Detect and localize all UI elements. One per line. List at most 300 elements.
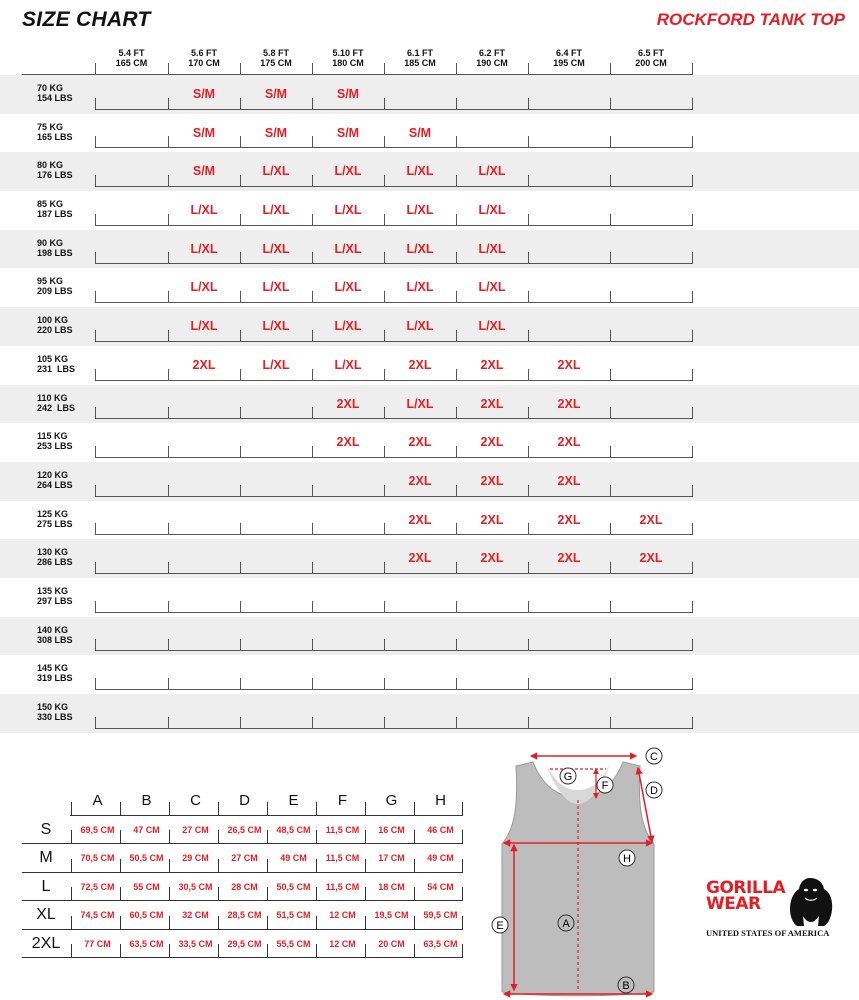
- measurement-tick: [71, 802, 72, 816]
- measurement-tick: [365, 830, 366, 844]
- label-c: [646, 748, 662, 764]
- measurement-tick: [169, 887, 170, 901]
- measurement-value: 59,5 CM: [423, 910, 458, 921]
- weight-label: [37, 315, 73, 335]
- measurement-value: 12 CM: [329, 938, 356, 949]
- size-cell: 2XL: [192, 357, 216, 372]
- measurement-value: 28,5 CM: [227, 910, 262, 921]
- measurement-tick: [316, 916, 317, 930]
- measurement-value: 55,5 CM: [276, 938, 311, 949]
- measurement-tick: [267, 944, 268, 958]
- measurement-tick: [316, 830, 317, 844]
- size-cell: L/XL: [406, 319, 434, 334]
- measurement-tick: [120, 830, 121, 844]
- row-tick: [692, 291, 693, 303]
- weight-row: [0, 462, 859, 501]
- measurement-value: 72,5 CM: [80, 881, 115, 892]
- row-tick: [692, 98, 693, 110]
- measurement-value: 26,5 CM: [227, 825, 262, 835]
- measurement-value: 27 CM: [231, 853, 258, 864]
- measurement-tick: [71, 944, 72, 958]
- row-line: [95, 109, 692, 110]
- weight-lbs: 286 LBS: [37, 557, 73, 568]
- size-cell: 2XL: [336, 396, 360, 411]
- size-cell: L/XL: [478, 241, 506, 256]
- weight-lbs: 220 LBS: [37, 325, 73, 336]
- size-cell: L/XL: [334, 319, 362, 334]
- measurement-value: 20 CM: [378, 938, 405, 949]
- measurement-value: 16 CM: [378, 825, 405, 835]
- size-cell: L/XL: [190, 319, 218, 334]
- svg-text:H: H: [623, 853, 631, 865]
- label-b: [618, 977, 634, 993]
- weight-kg: 75 KG: [37, 121, 64, 132]
- size-cell: 2XL: [557, 435, 581, 450]
- size-cell: S/M: [336, 87, 360, 101]
- measurement-value: 28 CM: [231, 881, 258, 892]
- measurement-tick: [316, 887, 317, 901]
- weight-row: [0, 268, 859, 307]
- row-tick: [692, 369, 693, 381]
- weight-lbs: 308 LBS: [37, 634, 73, 645]
- height-ft: 6.4 FT: [555, 48, 582, 58]
- row-tick: [692, 446, 693, 458]
- weight-kg: 85 KG: [37, 199, 64, 210]
- size-cell: 2XL: [557, 473, 581, 488]
- size-cell: L/XL: [334, 164, 362, 179]
- measurement-value: 29,5 CM: [227, 938, 262, 949]
- measurement-tick: [462, 916, 463, 930]
- size-cell: L/XL: [478, 203, 506, 218]
- weight-kg: 110 KG: [37, 392, 68, 403]
- weight-kg: 105 KG: [37, 353, 69, 364]
- size-cell: L/XL: [262, 357, 290, 372]
- svg-text:D: D: [650, 785, 658, 797]
- row-line: [95, 496, 692, 497]
- weight-kg: 150 KG: [37, 702, 69, 712]
- size-cell: S/M: [336, 125, 360, 140]
- size-cell: 2XL: [639, 512, 663, 527]
- size-cell: 2XL: [480, 512, 504, 527]
- measurement-tick: [414, 887, 415, 901]
- weight-kg: 140 KG: [37, 624, 69, 635]
- size-cell: S/M: [192, 125, 216, 140]
- header-tick: [692, 63, 693, 75]
- measurement-value: 18 CM: [378, 881, 405, 892]
- size-cell: 2XL: [480, 357, 504, 372]
- svg-text:E: E: [496, 920, 504, 932]
- measurement-tick: [267, 830, 268, 844]
- row-tick: [692, 330, 693, 342]
- measurement-tick: [218, 944, 219, 958]
- label-a: [558, 915, 574, 931]
- measurement-tick: [316, 944, 317, 958]
- measurement-value: 29 CM: [182, 853, 209, 864]
- size-cell: 2XL: [480, 551, 504, 566]
- weight-lbs: 275 LBS: [37, 518, 73, 529]
- size-cell: L/XL: [406, 241, 434, 256]
- measurement-tick: [462, 830, 463, 844]
- weight-kg: 115 KG: [37, 431, 68, 442]
- row-line: [95, 263, 692, 264]
- row-line: [95, 612, 692, 613]
- size-chart-table: [0, 38, 859, 733]
- height-cm: 195 CM: [553, 58, 585, 68]
- weight-lbs: 209 LBS: [37, 286, 73, 297]
- header-tick: [610, 63, 611, 75]
- row-line: [95, 186, 692, 187]
- row-line: [95, 147, 692, 148]
- measurement-value: 51,5 CM: [276, 910, 311, 921]
- measurement-col-d: D: [239, 792, 250, 809]
- height-ft: 5.8 FT: [262, 48, 289, 58]
- weight-kg: 70 KG: [37, 83, 64, 93]
- measurement-col-a: A: [92, 792, 103, 809]
- row-tick: [692, 214, 693, 226]
- measurement-value: 49 CM: [427, 853, 454, 864]
- weight-row: [0, 539, 859, 578]
- height-col-3: [240, 48, 312, 68]
- weight-lbs: 297 LBS: [37, 595, 73, 606]
- measurement-size: L: [41, 877, 51, 895]
- measurement-tick: [365, 802, 366, 816]
- row-line: [95, 728, 692, 729]
- measurement-size: 2XL: [31, 934, 61, 952]
- measurement-tick: [365, 887, 366, 901]
- weight-lbs: 330 LBS: [37, 712, 73, 722]
- row-tick: [692, 639, 693, 651]
- height-ft: 5.4 FT: [118, 48, 145, 58]
- header-tick: [528, 63, 529, 75]
- weight-kg: 100 KG: [37, 315, 69, 326]
- weight-row: [0, 75, 859, 114]
- header-tick: [95, 63, 96, 75]
- measurement-tick: [414, 830, 415, 844]
- size-cell: L/XL: [262, 280, 290, 295]
- measurement-tick: [414, 802, 415, 816]
- measurement-tick: [71, 916, 72, 930]
- size-cell: L/XL: [478, 280, 506, 295]
- measurement-row: [22, 873, 468, 901]
- svg-text:C: C: [650, 751, 658, 763]
- height-col-7: [528, 48, 610, 68]
- height-col-8: [610, 48, 692, 68]
- measurement-col-g: G: [385, 792, 398, 809]
- row-tick: [692, 523, 693, 535]
- weight-lbs: 242 LBS: [37, 402, 76, 413]
- measurement-row: [22, 901, 468, 929]
- measurement-tick: [365, 859, 366, 873]
- height-ft: 6.1 FT: [406, 48, 433, 58]
- measurement-value: 69,5 CM: [80, 825, 115, 835]
- header-tick: [240, 63, 241, 75]
- logo-tagline: UNITED STATES OF AMERICA: [706, 928, 830, 938]
- measurement-tick: [267, 916, 268, 930]
- measurement-size: M: [39, 849, 53, 867]
- weight-kg: 90 KG: [37, 237, 64, 248]
- row-tick: [692, 717, 693, 729]
- measurement-tick: [218, 887, 219, 901]
- measurement-col-h: H: [435, 792, 446, 809]
- measurement-tick: [267, 887, 268, 901]
- header-tick: [168, 63, 169, 75]
- size-cell: L/XL: [334, 241, 362, 256]
- size-cell: L/XL: [262, 319, 290, 334]
- row-line: [95, 457, 692, 458]
- size-cell: 2XL: [480, 473, 504, 488]
- measurement-row: [22, 930, 468, 958]
- height-col-4: [312, 48, 384, 68]
- gorilla-wear-logo: [700, 876, 840, 946]
- weight-row: [0, 501, 859, 540]
- measurement-tick: [462, 887, 463, 901]
- weight-kg: 135 KG: [37, 585, 69, 596]
- weight-label: [37, 83, 73, 103]
- size-cell: 2XL: [408, 473, 432, 488]
- row-tick: [692, 175, 693, 187]
- measurement-tick: [267, 859, 268, 873]
- header-tick: [456, 63, 457, 75]
- weight-label: [37, 547, 73, 567]
- row-line: [95, 418, 692, 419]
- svg-text:A: A: [562, 918, 570, 930]
- row-tick: [692, 678, 693, 690]
- measurement-tick: [218, 916, 219, 930]
- measurement-value: 11,5 CM: [325, 853, 360, 864]
- weight-row: [0, 655, 859, 694]
- size-cell: 2XL: [639, 551, 663, 566]
- weight-row: [0, 230, 859, 269]
- size-cell: L/XL: [334, 203, 362, 218]
- row-tick: [692, 562, 693, 574]
- weight-row: [0, 114, 859, 153]
- size-cell: L/XL: [406, 396, 434, 411]
- measurement-col-b: B: [141, 792, 152, 809]
- height-col-6: [456, 48, 528, 68]
- row-tick: [692, 252, 693, 264]
- measurement-value: 47 CM: [133, 825, 160, 835]
- size-cell: 2XL: [480, 396, 504, 411]
- logo-wordmark: GORILLA WEAR: [706, 878, 786, 914]
- size-cell: 2XL: [557, 551, 581, 566]
- measurement-value: 50,5 CM: [276, 881, 311, 892]
- weight-label: [37, 625, 73, 645]
- weight-label: [37, 122, 73, 142]
- product-name: ROCKFORD TANK TOP: [656, 10, 845, 29]
- weight-kg: 120 KG: [37, 469, 69, 480]
- measurement-value: 27 CM: [182, 825, 209, 835]
- size-cell: S/M: [192, 87, 216, 101]
- height-col-5: [384, 48, 456, 68]
- measurement-tick: [71, 830, 72, 844]
- size-cell: L/XL: [478, 164, 506, 179]
- weight-kg: 145 KG: [37, 663, 69, 674]
- weight-label: [37, 354, 75, 374]
- measurement-value: 70,5 CM: [80, 853, 115, 864]
- page-title: SIZE CHART: [22, 8, 151, 31]
- weight-kg: 80 KG: [37, 160, 64, 171]
- measurement-value: 32 CM: [182, 910, 209, 921]
- size-cell: L/XL: [190, 203, 218, 218]
- measurement-row-line: [22, 957, 462, 958]
- height-cm: 200 CM: [635, 58, 667, 68]
- row-line: [95, 380, 692, 381]
- weight-row: [0, 617, 859, 656]
- size-cell: 2XL: [408, 512, 432, 527]
- height-cm: 180 CM: [332, 58, 364, 68]
- weight-lbs: 253 LBS: [37, 441, 73, 452]
- size-cell: L/XL: [190, 280, 218, 295]
- svg-text:F: F: [601, 780, 609, 792]
- measurement-value: 46 CM: [427, 825, 454, 835]
- row-line: [95, 302, 692, 303]
- svg-text:B: B: [622, 980, 630, 992]
- weight-lbs: 165 LBS: [37, 131, 73, 142]
- measurement-value: 19,5 CM: [374, 910, 409, 921]
- size-cell: 2XL: [557, 357, 581, 372]
- measurement-tick: [462, 802, 463, 816]
- height-col-1: [95, 48, 168, 68]
- gorilla-icon: [788, 876, 834, 928]
- weight-row: [0, 694, 859, 733]
- size-cell: S/M: [264, 125, 288, 140]
- measurement-tick: [414, 944, 415, 958]
- measurement-row: [22, 844, 468, 872]
- measurement-tick: [316, 859, 317, 873]
- label-g: [560, 768, 576, 784]
- measurement-tick: [120, 944, 121, 958]
- weight-kg: 95 KG: [37, 276, 64, 287]
- measurement-value: 77 CM: [84, 938, 111, 949]
- measurement-value: 33,5 CM: [178, 938, 213, 949]
- row-tick: [692, 485, 693, 497]
- height-cm: 170 CM: [188, 58, 220, 68]
- measurement-tick: [169, 944, 170, 958]
- measurement-tick: [71, 887, 72, 901]
- weight-kg: 125 KG: [37, 508, 69, 519]
- header-tick: [312, 63, 313, 75]
- measurement-tick: [120, 859, 121, 873]
- weight-lbs: 176 LBS: [37, 170, 73, 181]
- size-cell: 2XL: [557, 396, 581, 411]
- measurement-value: 55 CM: [133, 881, 160, 892]
- label-f: [597, 777, 613, 793]
- weight-label: [37, 238, 73, 258]
- measurement-tick: [365, 944, 366, 958]
- measurement-tick: [218, 802, 219, 816]
- measurement-value: 30,5 CM: [178, 881, 213, 892]
- measurement-value: 48,5 CM: [276, 825, 311, 835]
- row-line: [95, 534, 692, 535]
- measurement-tick: [462, 944, 463, 958]
- measurement-col-c: C: [190, 792, 201, 809]
- size-cell: L/XL: [334, 280, 362, 295]
- weight-lbs: 264 LBS: [37, 479, 73, 490]
- weight-label: [37, 509, 73, 529]
- size-cell: L/XL: [478, 319, 506, 334]
- weight-label: [37, 586, 73, 606]
- row-line: [95, 650, 692, 651]
- weight-label: [37, 702, 73, 722]
- measurement-tick: [414, 916, 415, 930]
- size-cell: L/XL: [262, 164, 290, 179]
- measurement-value: 11,5 CM: [325, 881, 360, 892]
- row-line: [95, 689, 692, 690]
- measurement-tick: [169, 830, 170, 844]
- size-cell: 2XL: [336, 435, 360, 450]
- height-ft: 5.6 FT: [190, 48, 217, 58]
- measurement-tick: [316, 802, 317, 816]
- size-cell: S/M: [264, 87, 288, 101]
- height-col-2: [168, 48, 240, 68]
- label-e: [492, 917, 508, 933]
- size-cell: 2XL: [408, 357, 432, 372]
- weight-label: [37, 276, 73, 296]
- header-tick: [384, 63, 385, 75]
- size-cell: 2XL: [408, 551, 432, 566]
- measurement-tick: [365, 916, 366, 930]
- measurement-value: 49 CM: [280, 853, 307, 864]
- size-cell: L/XL: [406, 164, 434, 179]
- row-tick: [692, 136, 693, 148]
- measurement-value: 54 CM: [427, 881, 454, 892]
- row-line: [95, 341, 692, 342]
- weight-label: [37, 199, 73, 219]
- height-cm: 190 CM: [476, 58, 508, 68]
- height-cm: 175 CM: [260, 58, 292, 68]
- measurement-tick: [71, 859, 72, 873]
- measurement-tick: [169, 802, 170, 816]
- weight-lbs: 187 LBS: [37, 209, 73, 220]
- weight-label: [37, 431, 73, 451]
- measurement-size: XL: [36, 906, 56, 924]
- size-cell: S/M: [192, 164, 216, 179]
- height-cm: 165 CM: [115, 58, 148, 68]
- weight-kg: 130 KG: [37, 547, 69, 558]
- measurement-tick: [218, 859, 219, 873]
- height-ft: 6.5 FT: [637, 48, 664, 58]
- row-line: [95, 225, 692, 226]
- tank-top-diagram: [488, 742, 668, 1000]
- measurement-value: 63,5 CM: [423, 938, 458, 949]
- weight-row: [0, 191, 859, 230]
- weight-row: [0, 307, 859, 346]
- measurement-value: 60,5 CM: [129, 910, 164, 921]
- size-cell: L/XL: [406, 203, 434, 218]
- weight-lbs: 319 LBS: [37, 673, 73, 684]
- measurement-tick: [267, 802, 268, 816]
- measurement-value: 50,5 CM: [129, 853, 164, 864]
- weight-lbs: 198 LBS: [37, 247, 73, 258]
- weight-row: [0, 578, 859, 617]
- measurement-col-f: F: [337, 792, 348, 809]
- measurement-value: 63,5 CM: [129, 938, 164, 949]
- weight-row: [0, 152, 859, 191]
- measurement-row: [22, 816, 468, 844]
- weight-label: [37, 470, 73, 490]
- row-tick: [692, 407, 693, 419]
- label-d: [646, 782, 662, 798]
- weight-lbs: 154 LBS: [37, 93, 73, 103]
- height-header-row: [0, 38, 859, 75]
- measurement-table: [22, 786, 468, 958]
- size-cell: 2XL: [408, 435, 432, 450]
- height-cm: 185 CM: [404, 58, 436, 68]
- row-tick: [692, 601, 693, 613]
- size-cell: L/XL: [334, 357, 362, 372]
- measurement-value: 12 CM: [329, 910, 356, 921]
- weight-row: [0, 423, 859, 462]
